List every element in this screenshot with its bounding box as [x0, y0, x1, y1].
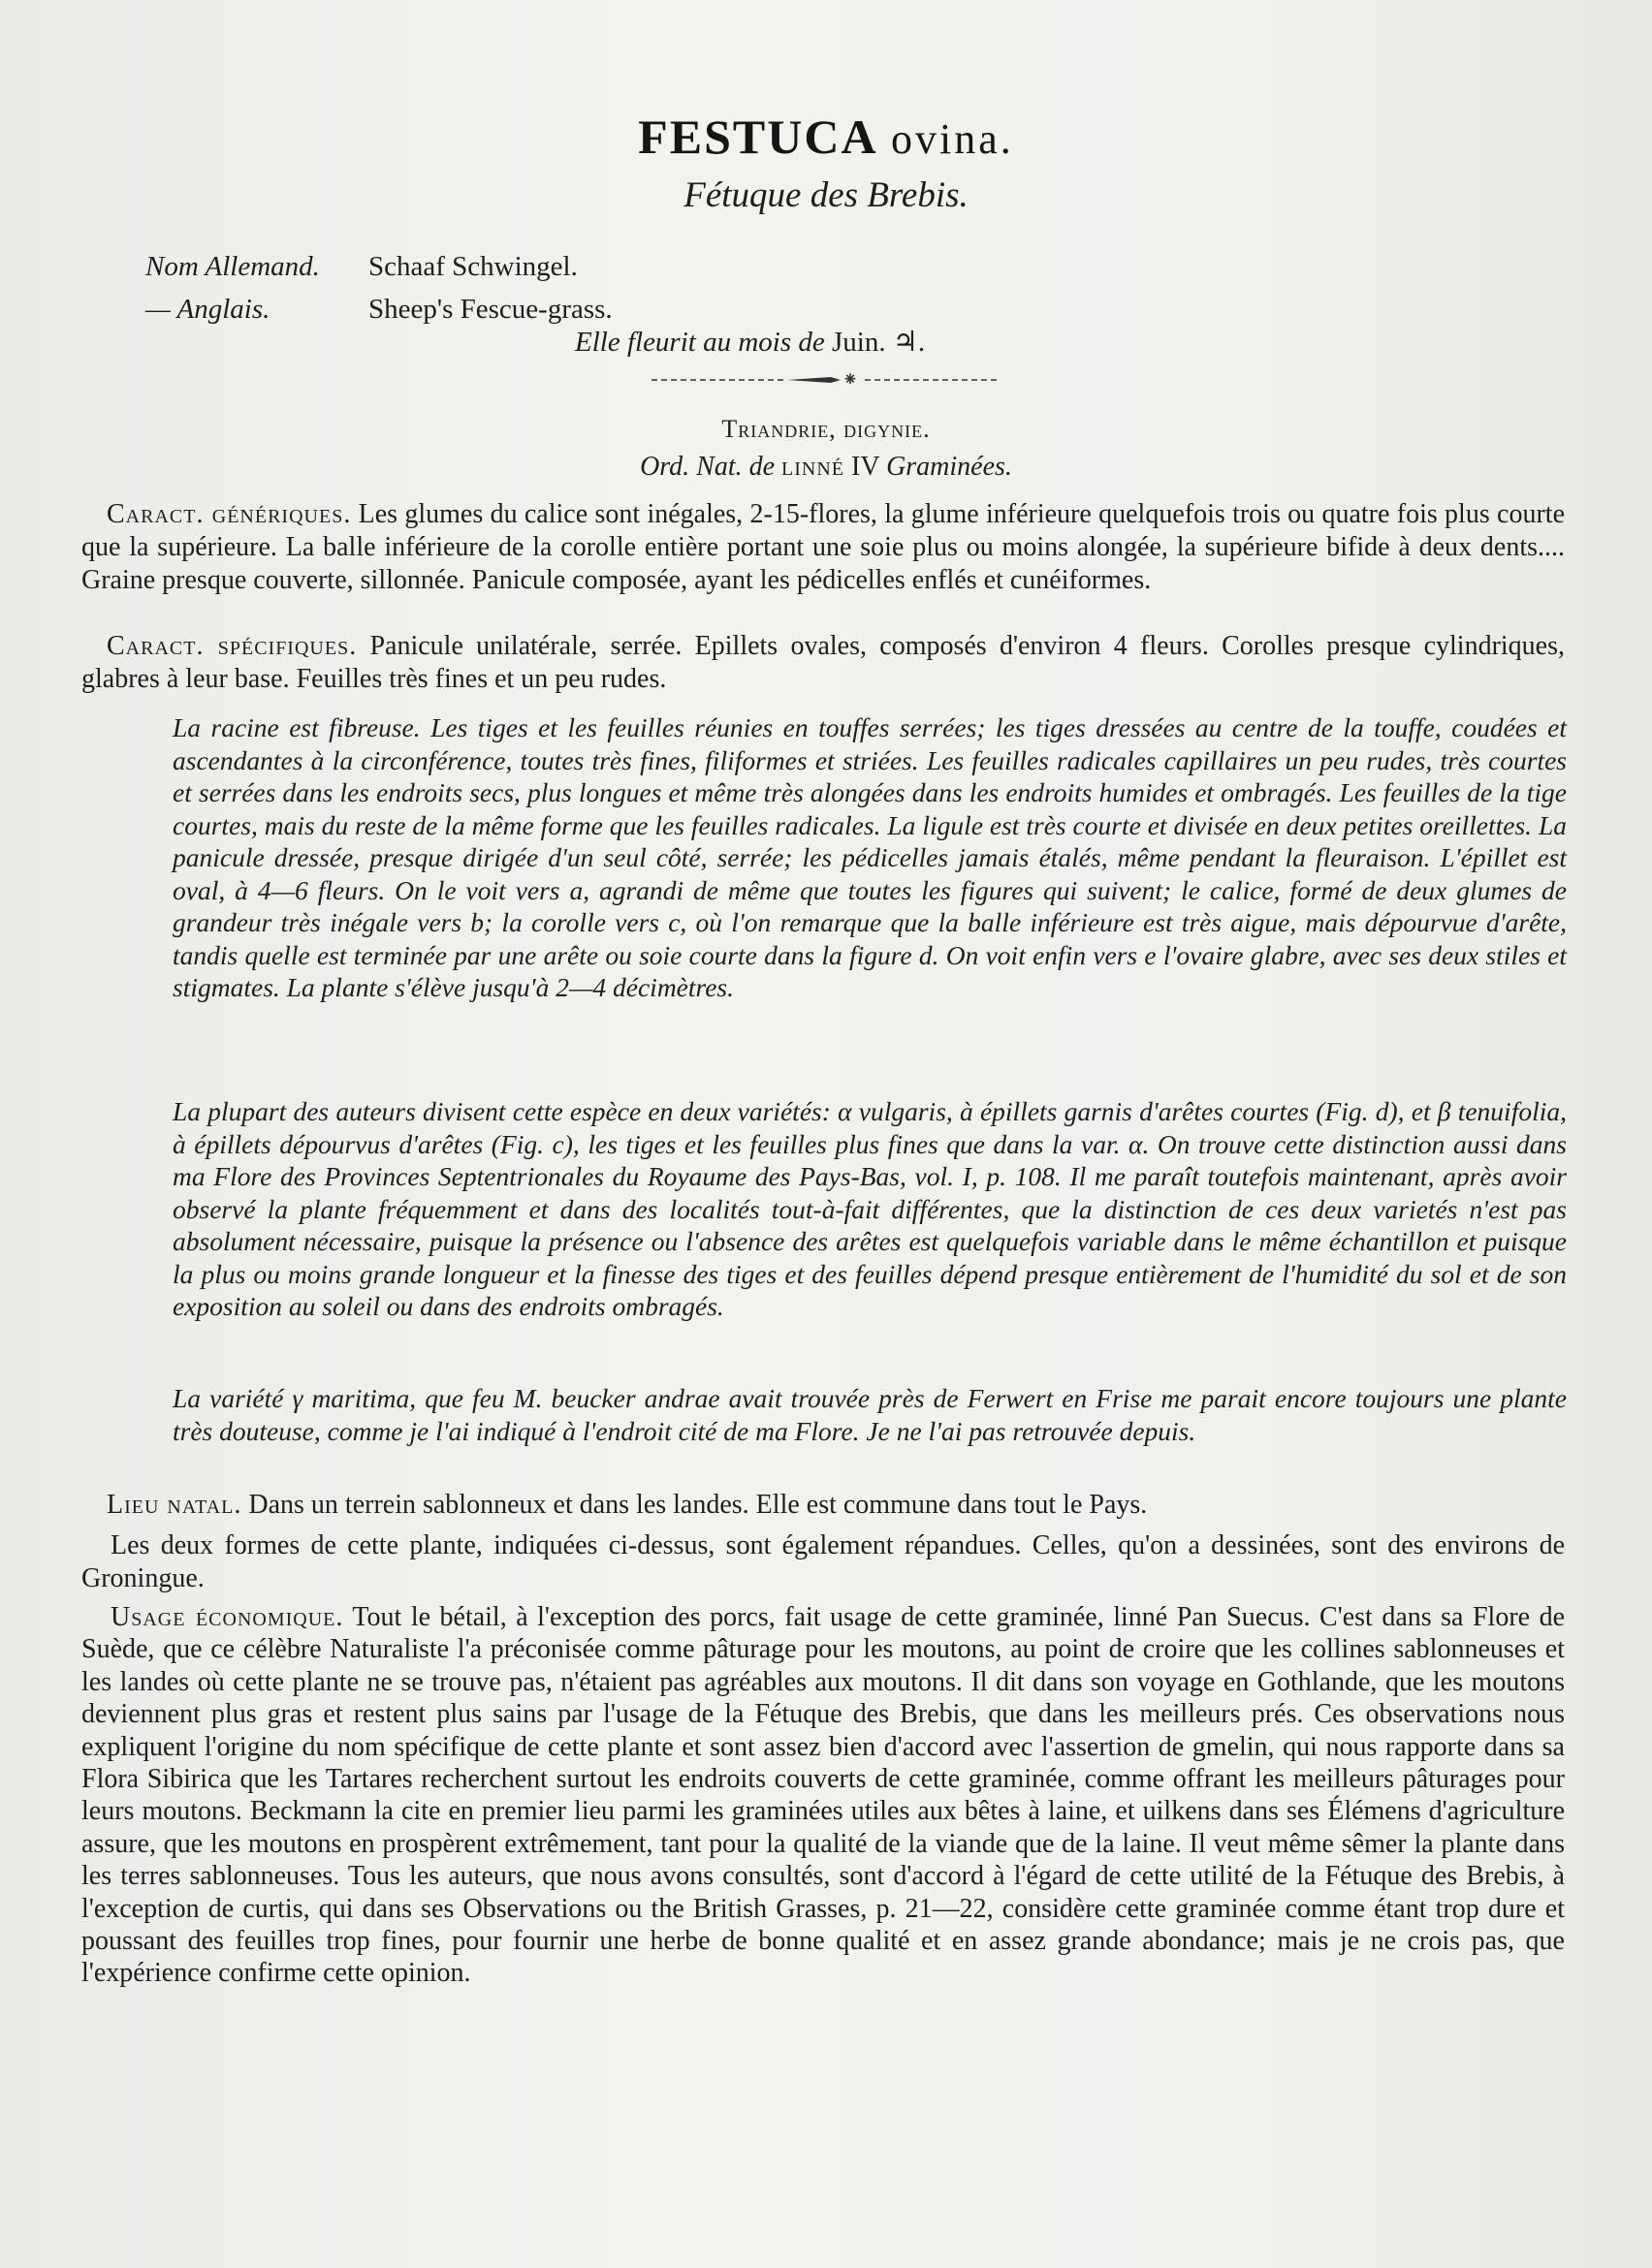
natural-order [0, 452, 1652, 483]
usage-text: Tout le bétail, à l'exception des porcs, fait usage de cette graminée, linné Pan Suecus. C'est dans sa Flore de Suède, que ce célèbre Naturaliste l'a préconisée comme pâturage pour les moutons, au point de croire que les collines sablonneuses et les landes où cette plante ne se trouve pas, n'étaient pas agréables aux moutons. Il dit dans son voyage en Gothlande, que les moutons deviennent plus gras et restent plus sains par l'usage de la Fétuque des Brebis, que dans les meilleurs prés. Ces observations nous expliquent l'origine du nom spécifique de cette plante et sont assez bien d'accord avec l'assertion de gmelin, qui nous rapporte dans sa Flora Sibirica que les Tartares recherchent surtout les endroits couverts de cette graminée, comme offrant les meilleurs pâturages pour leurs moutons. Beckmann la cite en premier lieu parmi les graminées utiles aux bêtes à laine, et uilkens dans ses Élémens d'agriculture assure, que les moutons en prospèrent extrêmement, tant pour la qualité de la viande que de la laine. Il veut même sêmer la plante dans les terres sablonneuses. Tous les auteurs, que nous avons consultés, sont d'accord à l'égard de cette utilité de la Fétuque des Brebis, à l'exception de curtis, qui dans ses Observations ou the British Grasses, p. 21—22, considère cette graminée comme étant trop dure et poussant des feuilles trop fines, pour fournir une herbe de bonne qualité et en assez grande abondance; mais je ne crois pas, que l'expérience confirme cette opinion. [81, 1602, 1565, 1989]
flowering-text: Elle fleurit au mois de [575, 327, 825, 358]
usage-heading: Usage économique. [111, 1602, 344, 1632]
flowering-month: Juin. [832, 327, 886, 358]
description-paragraph-3: La variété γ maritima, que feu M. beucker andrae avait trouvée près de Ferwert en Frise me parait encore toujours une plante très douteuse, comme je l'ai indiqué à l'endroit cité de ma Flore. Je ne l'ai pas retrouvée depuis. [173, 1383, 1567, 1446]
english-name-row [145, 288, 613, 331]
generic-text: Les glumes du calice sont inégales, 2-15-flores, la glume inférieure quelquefois trois ou quatre fois plus courte que la supérieure. La balle inférieure de la corolle entière portant une soie plus ou moins alongée, la supérieure bifide à deux dents.... Graine presque couverte, sillonnée. Panicule composée, ayant les pédicelles enflés et cunéiformes. [81, 499, 1565, 595]
vernacular-names [145, 245, 613, 331]
habitat [81, 1489, 1565, 1522]
english-value: Sheep's Fescue-grass. [368, 294, 613, 325]
page-title [0, 109, 1652, 165]
german-name-row [145, 245, 613, 288]
species-name: ovina. [891, 115, 1014, 163]
genus-name: FESTUCA [638, 110, 878, 164]
order-prefix: Ord. Nat. de [640, 452, 776, 482]
habitat-text: Dans un terrein sablonneux et dans les landes. Elle est commune dans tout le Pays. [248, 1490, 1148, 1520]
english-label: — Anglais. [145, 294, 270, 325]
specific-characters [81, 630, 1565, 696]
german-label: Nom Allemand. [145, 251, 320, 282]
order-linne: linné [781, 452, 845, 482]
description-paragraph-2: La plupart des auteurs divisent cette espèce en deux variétés: α vulgaris, à épillets garnis d'arêtes courtes (Fig. d), et β tenuifolia, à épillets dépourvus d'arêtes (Fig. c), les tiges et les feuilles plus fines que dans la var. α. On trouve cette distinction aussi dans ma Flore des Provinces Septentrionales du Royaume des Pays-Bas, vol. I, p. 108. Il me paraît toutefois maintenant, après avoir observé la plante fréquemment et dans des localités tout-à-fait différentes, que la distinction de ces deux varietés n'est pas absolument nécessaire, puisque la présence ou l'absence des arêtes est quelquefois variable dans le même échantillon et puisque la plus ou moins grande longueur et la finesse des tiges et des feuilles dépend presque entièrement de l'humidité du sol et de son exposition au soleil ou dans des endroits ombragés. [173, 1096, 1567, 1321]
specific-text: Panicule unilatérale, serrée. Epillets ovales, composés d'environ 4 fleurs. Corolles presque cylindriques, glabres à leur base. Feuilles très fines et un peu rudes. [81, 631, 1565, 694]
economic-use [81, 1601, 1565, 1990]
habitat-heading: Lieu natal. [107, 1490, 242, 1520]
specific-heading: Caract. spécifiques. [107, 631, 358, 661]
french-name: Fétuque des Brebis. [683, 175, 969, 215]
linnaean-class: Triandrie, digynie. [721, 415, 931, 443]
order-name: Graminées. [886, 452, 1012, 482]
german-value: Schaaf Schwingel. [368, 251, 578, 282]
order-number: IV [851, 452, 880, 482]
svg-text:⁕: ⁕ [842, 370, 859, 390]
ornament-divider [651, 370, 1059, 390]
forms-note: Les deux formes de cette plante, indiquées ci-dessus, sont également répandues. Celles, qu'on a dessinées, sont des environs de Groningue. [81, 1530, 1565, 1593]
generic-heading: Caract. génériques. [107, 499, 352, 529]
generic-characters [81, 498, 1565, 597]
description-paragraph-1: La racine est fibreuse. Les tiges et les feuilles réunies en touffes serrées; les tiges dressées au centre de la touffe, coudées et ascendantes à la circonférence, toutes très fines, filiformes et striées. Les feuilles radicales capillaires un peu rudes, très courtes et serrées dans les endroits secs, plus longues et même très alongées dans les endroits humides et ombragés. Les feuilles de la tige courtes, mais du reste de la même forme que les feuilles radicales. La ligule est très courte et divisée en deux petites oreillettes. La panicule dressée, presque dirigée d'un seul côté, serrée; les pédicelles jamais étalés, même pendant la fleuraison. L'épillet est oval, à 4—6 fleurs. On le voit vers a, agrandi de même que toutes les figures qui suivent; le calice, formé de deux glumes de grandeur très inégale vers b; la corolle vers c, où l'on remarque que la balle inférieure est très aigue, mais dépourvue d'arête, tandis quelle est terminée par une arête ou soie courte dans la figure d. On voit enfin vers e l'ovaire glabre, avec ses deux stiles et stigmates. La plante s'élève jusqu'à 2—4 décimètres. [173, 712, 1567, 1002]
flowering-time [575, 325, 925, 359]
perennial-symbol: ♃. [892, 327, 926, 358]
